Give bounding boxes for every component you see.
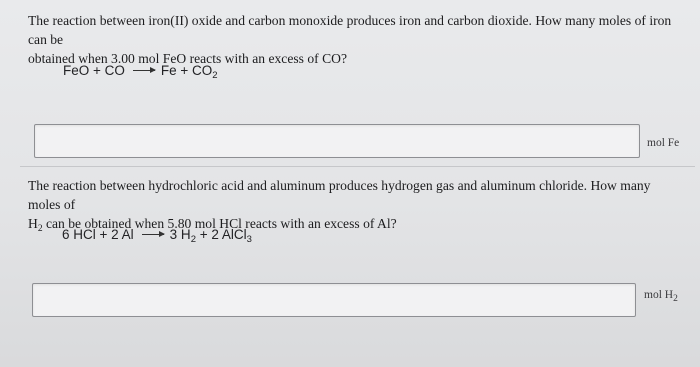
equation-1-products: $Fe + CO_2$ bbox=[160, 63, 218, 81]
answer-1-unit: mol Fe bbox=[647, 137, 680, 149]
reaction-arrow-icon bbox=[142, 234, 164, 235]
equation-2-products: 3 $H_2 + 2$ AlCl$_3$ bbox=[169, 227, 252, 245]
equation-1-reactants: FeO + CO bbox=[63, 63, 125, 78]
question-1-line-1: The reaction between iron(II) oxide and carbon monoxide produces iron and carbon dioxide. How many moles of iron can be bbox=[28, 13, 672, 47]
answer-1-input[interactable] bbox=[34, 124, 640, 158]
question-2-line-2: $H_2$ can be obtained when 5.80 mol HCl reacts with an excess of Al? bbox=[28, 216, 397, 234]
question-1-text bbox=[28, 11, 683, 68]
reaction-arrow-icon bbox=[133, 70, 155, 71]
question-2-equation bbox=[62, 227, 252, 245]
question-1-equation bbox=[63, 63, 218, 81]
question-1-line-2: obtained when 3.00 mol FeO reacts with an excess of CO? bbox=[28, 51, 347, 66]
question-divider bbox=[20, 166, 695, 167]
answer-2-input[interactable] bbox=[32, 283, 636, 317]
answer-2-unit: mol $H_2$ bbox=[644, 289, 678, 304]
question-2-line-1: The reaction between hydrochloric acid and aluminum produces hydrogen gas and aluminum chloride. How many moles of bbox=[28, 178, 651, 212]
equation-2-reactants: 6 HCl + 2 Al bbox=[62, 227, 134, 242]
